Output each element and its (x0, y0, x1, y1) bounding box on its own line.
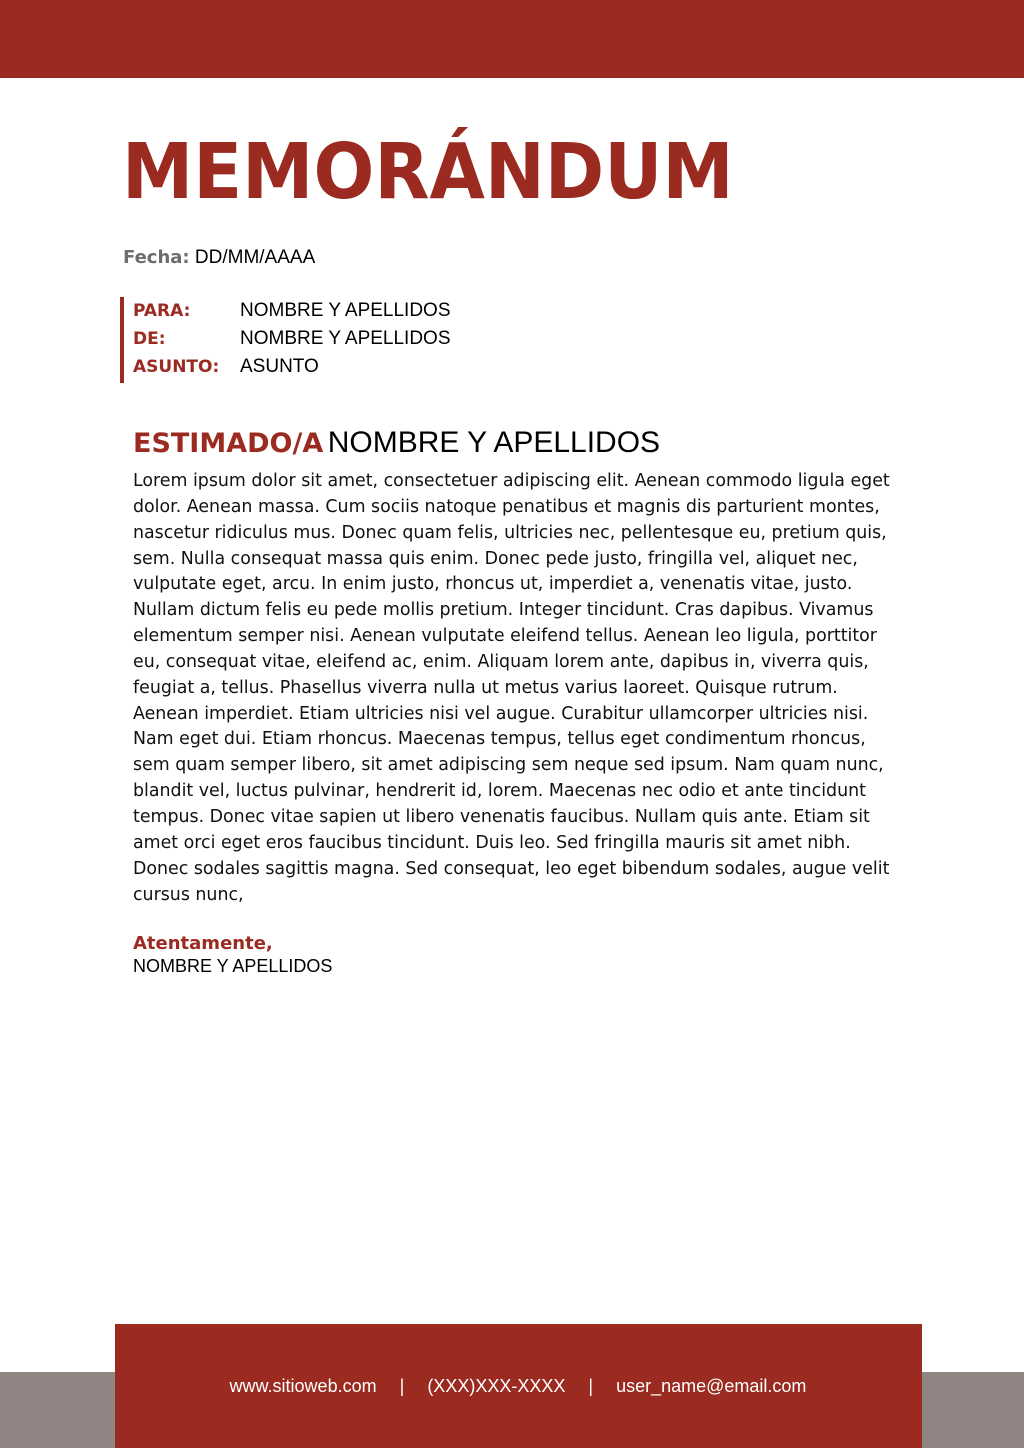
footer-website: www.sitioweb.com (229, 1376, 377, 1396)
footer-contacts (0, 1374, 1024, 1398)
footer-email: user_name@email.com (616, 1376, 807, 1396)
closing-label: Atentamente, (133, 933, 273, 954)
footer-separator: | (399, 1376, 405, 1396)
page-title: MEMORÁNDUM (122, 128, 734, 217)
greeting (133, 424, 660, 467)
date-line (123, 246, 315, 270)
field-label: PARA: (133, 301, 191, 321)
footer-separator: | (588, 1376, 594, 1396)
header-bar (0, 0, 1024, 78)
field-value: ASUNTO (240, 356, 319, 377)
memo-body: Lorem ipsum dolor sit amet, consectetuer adipiscing elit. Aenean commodo ligula eget dolor. Aenean massa. Cum sociis natoque penatibus et magnis dis parturient montes, nascetur ridiculus mus. Donec quam felis, ultricies nec, pellentesque eu, pretium quis, sem. Nulla consequat massa quis enim. Donec pede justo, fringilla vel, aliquet nec, vulputate eget, arcu. In enim justo, rhoncus ut, imperdiet a, venenatis vitae, justo. Nullam dictum felis eu pede mollis pretium. Integer tincidunt. Cras dapibus. Vivamus elementum semper nisi. Aenean vulputate eleifend tellus. Aenean leo ligula, porttitor eu, consequat vitae, eleifend ac, enim. Aliquam lorem ante, dapibus in, viverra quis, feugiat a, tellus. Phasellus viverra nulla ut metus varius laoreet. Quisque rutrum. Aenean imperdiet. Etiam ultricies nisi vel augue. Curabitur ullamcorper ultricies nisi. Nam eget dui. Etiam rhoncus. Maecenas tempus, tellus eget condimentum rhoncus, sem quam semper libero, sit amet adipiscing sem neque sed ipsum. Nam quam nunc, blandit vel, luctus pulvinar, hendrerit id, lorem. Maecenas nec odio et ante tincidunt tempus. Donec vitae sapien ut libero venenatis faucibus. Nullam quis ante. Etiam sit amet orci eget eros faucibus tincidunt. Duis leo. Sed fringilla mauris sit amet nibh. Donec sodales sagittis magna. Sed consequat, leo eget bibendum sodales, augue velit cursus nunc, (133, 471, 890, 905)
field-label: DE: (133, 329, 166, 349)
date-value: DD/MM/AAAA (194, 247, 316, 268)
closing-name: NOMBRE Y APELLIDOS (133, 956, 333, 976)
field-value: NOMBRE Y APELLIDOS (240, 328, 451, 349)
footer-phone: (XXX)XXX-XXXX (427, 1376, 566, 1396)
date-label: Fecha: (123, 247, 190, 268)
greeting-name: NOMBRE Y APELLIDOS (327, 426, 661, 459)
field-value: NOMBRE Y APELLIDOS (240, 300, 451, 321)
memo-header-fields (120, 297, 451, 383)
field-label: ASUNTO: (133, 357, 220, 377)
greeting-label: ESTIMADO/A (133, 428, 324, 459)
